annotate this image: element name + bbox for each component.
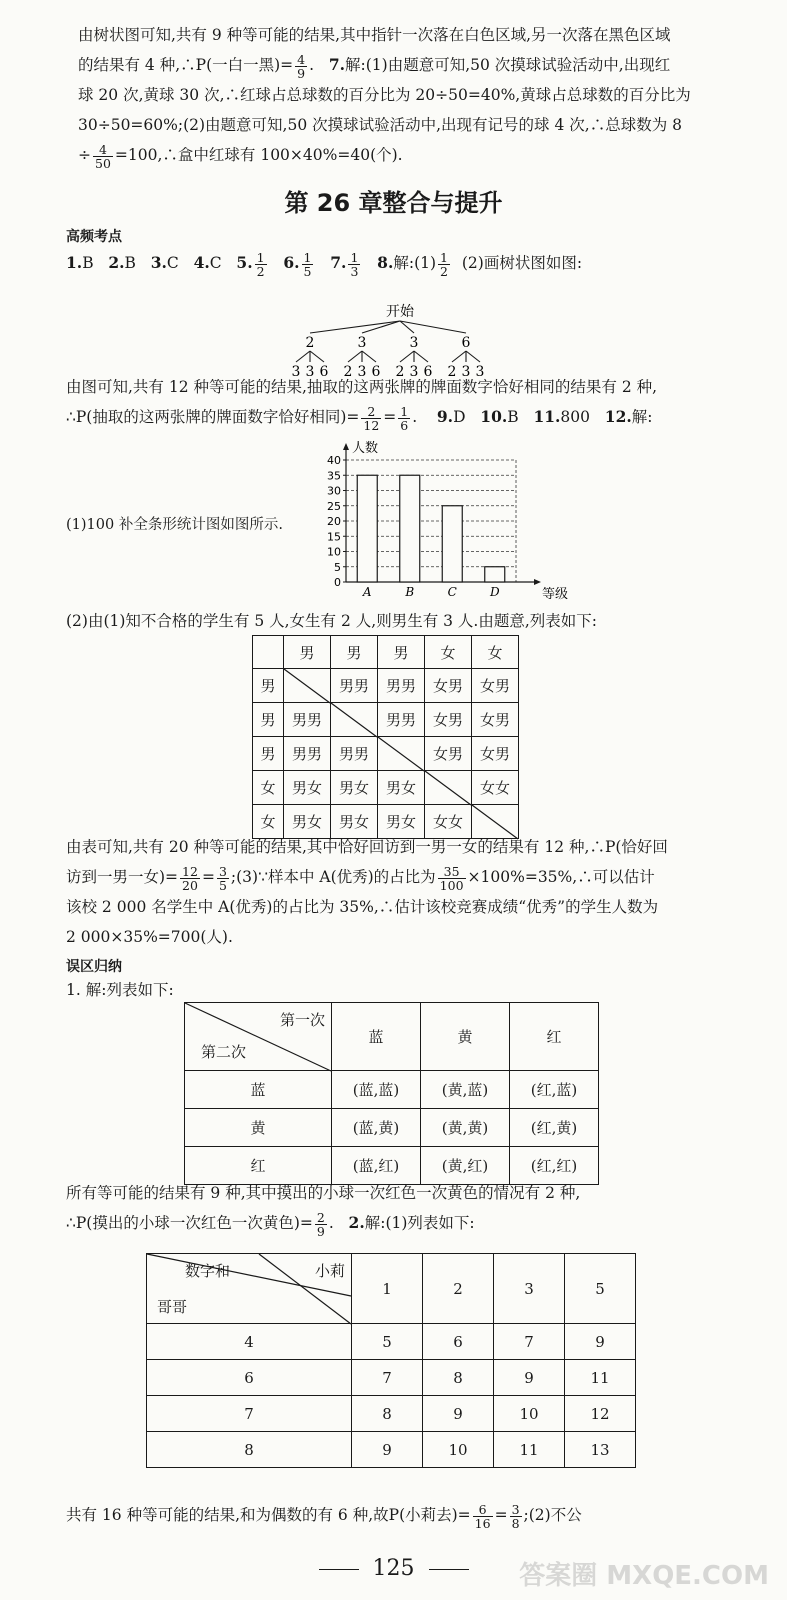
fraction: $\frac{1}{2}$ [440,249,448,279]
x-axis-arrow [534,579,541,585]
tree-node-level2: 3 [291,364,301,380]
fraction: $\frac{1}{2}$ [256,249,265,279]
answers-line: 1.B 2.B 3.C 4.C 5. $\frac{1}{2}$ 6. $\frac{1}{5}$ 7. $\frac{1}{3}$ 8.解:(1) $\frac{1}{2}$ (2)画树状图如图: [66,249,583,279]
tree-root-label: 开始 [386,304,414,320]
text-line: 的结果有 4 种,∴ [78,56,196,74]
x-tick-label: B [405,585,415,599]
paragraph-tree-result: 由树状图可知,共有 9 种等可能的结果,其中指针一次落在白色区域,另一次落在黑色区域 的结果有 4 种,∴P(一白一黑)= $\frac{4}{9}$ . 7.解:(1)由题意可知,50 次摸球试验活动中,出现红 球 20 次,黄球 30 次,∴红球占总球数的百分比为 20÷50=40%,黄球占总球数的百分比为 30÷50=60%;(2)由题意可知,50 次摸球试验活动中,出现有记号的球 4 次,∴总球数为 8 ÷ $\frac{4}{50}$ =100,∴盒中红球有 100×40%=40(个). [78,26,691,171]
y-tick-label: 40 [327,454,341,467]
x-axis-label: 等级 [542,587,569,602]
table-row: 红 (蓝,红) (黄,红) (红,红) [185,1147,599,1185]
y-tick-label: 15 [327,530,341,544]
tree-node-level1: 2 [305,335,315,351]
text-line: 球 20 次,黄球 30 次,∴红球占总球数的百分比为 20÷50=40%,黄球占总球数的百分比为 [78,86,691,104]
diagonal-cell [331,703,378,737]
fraction: $\frac{2}{9}$ [316,1209,325,1239]
tree-branch [310,351,324,362]
paragraph-ball-conclusion: 所有等可能的结果有 9 种,其中摸出的小球一次红色一次黄色的情况有 2 种, ∴P(摸出的小球一次红色一次黄色)= $\frac{2}{9}$ . 2.解:(1)列表如下: [66,1184,581,1239]
table-row: 男 男男 男男 女男 女男 [253,737,519,771]
tree-branch [348,351,362,362]
header-cell: 蓝 [332,1003,421,1071]
diagonal-cell [378,737,425,771]
bar-C [442,506,462,582]
tree-node-level2: 2 [447,364,457,380]
table-row: 蓝 (蓝,蓝) (黄,蓝) (红,蓝) [185,1071,599,1109]
y-tick-label: 20 [327,515,341,528]
tree-diagram [270,302,530,380]
tree-node-level2: 3 [409,364,419,380]
header-cell: 5 [565,1254,636,1324]
chapter-title: 第 26 章整合与提升 [284,189,503,217]
chart-caption: (1)100 补全条形统计图如图所示. [66,517,283,533]
tree-branch [400,351,414,362]
y-tick-label: 10 [327,545,341,559]
table-corner: 第一次 第二次 [185,1003,332,1071]
fraction: $\frac{35}{100}$ [439,863,464,893]
section-heading: 高频考点 [66,229,122,245]
fraction: $\frac{1}{5}$ [303,249,312,279]
table-row: 女 男女 男女 男女 女女 [253,771,519,805]
header-cell: 女 [425,636,472,669]
table-corner [253,636,284,669]
fraction: $\frac{12}{20}$ [182,863,198,893]
header-cell: 3 [494,1254,565,1324]
tree-branch [400,321,466,333]
y-tick-label: 5 [334,560,341,574]
fraction: $\frac{3}{5}$ [218,863,227,893]
fraction: $\frac{4}{9}$ [297,51,306,81]
tree-node-level2: 6 [319,364,329,380]
fraction: $\frac{3}{8}$ [511,1501,520,1531]
table-row: 男 男男 男男 女男 女男 [253,703,519,737]
question-number: 7. [328,55,346,74]
tree-branch [362,321,400,333]
section-heading: 误区归纳 [66,959,122,975]
table-row: 8 9 10 11 13 [147,1432,636,1468]
diagonal-cell [284,669,331,703]
tree-branch [466,351,480,362]
text-line: 由树状图可知,共有 9 种等可能的结果,其中指针一次落在白色区域,另一次落在黑色区域 [78,26,671,44]
y-axis-arrow [343,443,349,450]
header-cell: 红 [510,1003,599,1071]
tree-node-level2: 2 [395,364,405,380]
tree-node-level2: 3 [461,364,471,380]
tree-branch [296,351,310,362]
table-row: 6 7 8 9 11 [147,1360,636,1396]
gender-table [252,635,519,839]
probability-expr: P(一白一黑)= [195,56,294,74]
paragraph-final: 共有 16 种等可能的结果,和为偶数的有 6 种,故P(小莉去)= $\frac{6}{16}$ = $\frac{3}{8}$ ;(2)不公 [66,1501,582,1531]
color-ball-table [184,1002,599,1185]
table-row: 女 男女 男女 男女 女女 [253,805,519,839]
bar-D [485,567,505,582]
x-tick-label: C [447,585,457,599]
paragraph-tree-conclusion: 由图可知,共有 12 种等可能的结果,抽取的这两张牌的牌面数字恰好相同的结果有 2 种, ∴P(抽取的这两张牌的牌面数字恰好相同)= $\frac{2}{12}$ = $\frac{1}{6}$ . 9.D 10.B 11.800 12.解: [66,378,658,433]
table-row: 7 8 9 10 12 [147,1396,636,1432]
header-cell: 男 [331,636,378,669]
fraction: $\frac{4}{50}$ [95,141,111,171]
fraction: $\frac{2}{12}$ [363,403,380,433]
table-corner: 数字和 小莉 哥哥 [147,1254,352,1324]
tree-node-level2: 3 [357,364,367,380]
page-number: 125 [0,1556,787,1581]
x-tick-label: D [489,585,500,599]
table-row: 4 5 6 7 9 [147,1324,636,1360]
tree-branch [362,351,376,362]
y-tick-label: 35 [327,469,341,483]
tree-node-level1: 3 [409,335,419,351]
watermark-logo: 答案圈 MXQE.COM [519,1561,769,1591]
digit-sum-table [146,1253,636,1468]
fraction: $\frac{1}{3}$ [350,249,359,279]
x-tick-label: A [362,585,372,599]
tree-node-level1: 6 [461,335,471,351]
tree-branch [452,351,466,362]
fraction: $\frac{1}{6}$ [400,403,409,433]
y-tick-label: 0 [334,576,341,589]
tree-node-level2: 2 [343,364,353,380]
tree-node-level1: 3 [357,335,367,351]
header-cell: 男 [378,636,425,669]
text-line: 30÷50=60%;(2)由题意可知,50 次摸球试验活动中,出现有记号的球 4 次,∴总球数为 8 [78,116,682,134]
tree-node-level2: 3 [475,364,485,380]
tree-branch [414,351,428,362]
table-row: 男 男男 男男 女男 女男 [253,669,519,703]
paragraph-table-conclusion: 由表可知,共有 20 种等可能的结果,其中恰好回访到一男一女的结果有 12 种,∴P(恰好回 访到一男一女)= $\frac{12}{20}$ = $\frac{3}{5}$ ;(3)∵样本中 A(优秀)的占比为 $\frac{35}{100}$ ×100%=35%,∴可以估计 该校 2 000 名学生中 A(优秀)的占比为 35%,∴估计该校竞赛成绩“优秀”的学生人数为 2 000×35%=700(人). [66,838,668,946]
tree-branch [310,321,400,333]
header-cell: 1 [352,1254,423,1324]
bar-B [400,475,420,582]
y-axis-label: 人数 [352,441,379,456]
tree-node-level2: 6 [371,364,381,380]
paragraph-part2: (2)由(1)知不合格的学生有 5 人,女生有 2 人,则男生有 3 人.由题意,列表如下: [66,612,597,630]
fraction: $\frac{6}{16}$ [474,1501,491,1531]
header-cell: 2 [423,1254,494,1324]
header-cell: 黄 [421,1003,510,1071]
tree-node-level2: 3 [305,364,315,380]
header-cell: 男 [284,636,331,669]
diagonal-cell [425,771,472,805]
paragraph-mistake1: 1. 解:列表如下: [66,981,174,999]
bar-A [357,475,377,582]
y-tick-label: 30 [327,484,341,498]
table-row: 黄 (蓝,黄) (黄,黄) (红,黄) [185,1109,599,1147]
y-tick-label: 25 [327,499,341,513]
bar-chart [318,440,569,605]
tree-node-level2: 6 [423,364,433,380]
header-cell: 女 [472,636,519,669]
